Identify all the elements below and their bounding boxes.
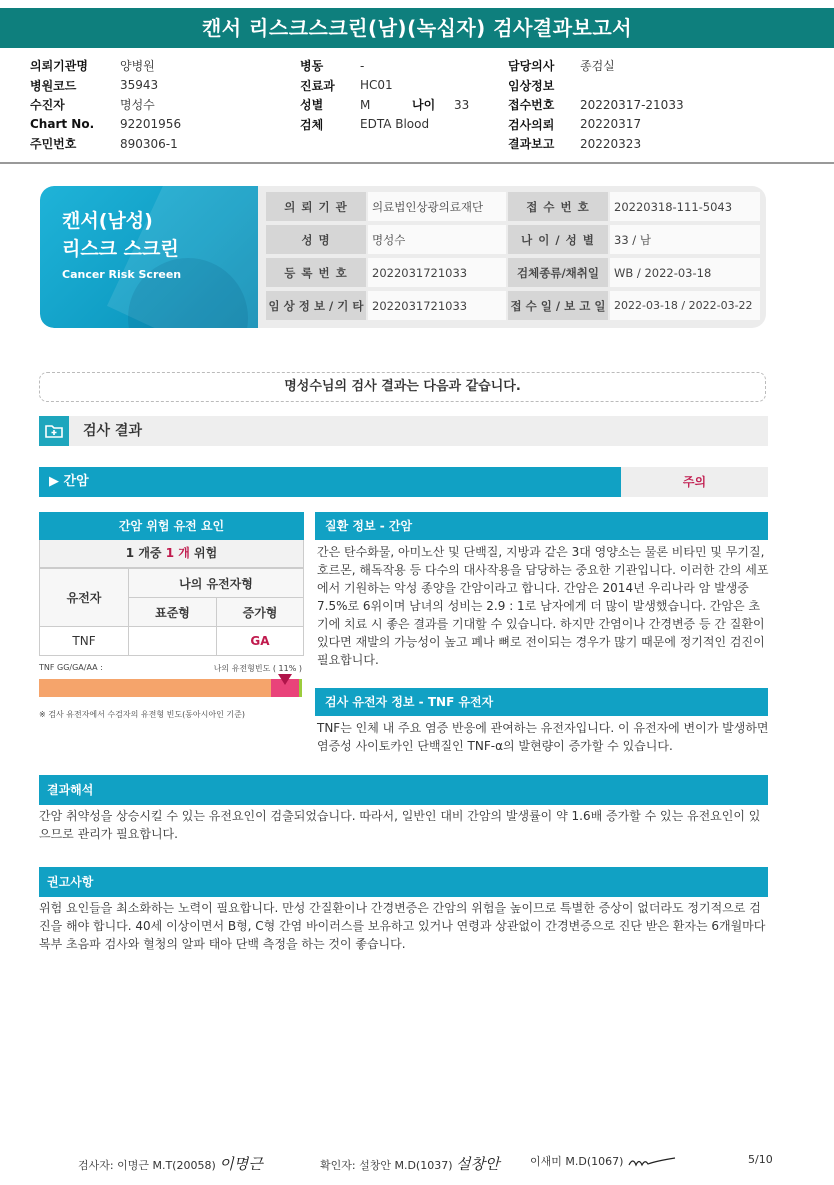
card-label: 접 수 일 / 보 고 일 bbox=[508, 291, 608, 320]
frequency-bar bbox=[39, 679, 302, 697]
card-label: 나 이 / 성 별 bbox=[508, 225, 608, 254]
col-increase-header: 증가형 bbox=[217, 598, 304, 627]
card-banner bbox=[40, 186, 258, 328]
header-value: 명성수 bbox=[120, 98, 155, 113]
header-label: 병원코드 bbox=[30, 78, 77, 93]
report-title: 캔서 리스크스크린(남)(녹십자) 검사결과보고서 bbox=[0, 8, 834, 48]
age-label: 나이 bbox=[412, 98, 436, 113]
recommendation-text: 위험 요인들을 최소화하는 노력이 필요합니다. 만성 간질환이나 간경변증은 간암의 위험을 높이므로 특별한 증상이 없더라도 정기적으로 검진을 해야 합니다. 40세 이상이면서 B형, C형 간염 바이러스를 보유하고 있거나 연령과 상관없이 간경변증으로 진단 받은 환자는 6개월마다 복부 초음파 검사와 혈청의 알파 태아 단백 측정을 하는 것이 좋습니다. bbox=[39, 901, 766, 951]
card-label: 성 명 bbox=[266, 225, 366, 254]
disease-bar bbox=[39, 467, 768, 497]
standard-value bbox=[129, 627, 217, 656]
disease-status: 주의 bbox=[621, 467, 768, 497]
card-value: 2022-03-18 / 2022-03-22 bbox=[610, 291, 760, 320]
frequency-marker-icon bbox=[278, 674, 292, 685]
result-summary: 명성수님의 검사 결과는 다음과 같습니다. bbox=[39, 372, 766, 402]
count-suffix: 위험 bbox=[194, 546, 218, 560]
header-label: 결과보고 bbox=[508, 137, 555, 152]
gene-count bbox=[39, 540, 304, 568]
disease-info-text: 간은 탄수화물, 아미노산 및 단백질, 지방과 같은 3대 영양소는 물론 비타민 및 무기질, 호르몬, 해독작용 등 다수의 대사작용을 담당하는 중요한 기관입니다. 이러한 간의 세포에서 기원하는 악성 종양을 간암이라고 합니다. 간암은 2014년 우리나라 암 발생중 7.5%로 6위이며 남녀의 성비는 2.9 : 1로 남자에게 더 많이 발생했습니다. 간암은 초기에 치료 시 좋은 결과를 기대할 수 있습니다. 하지만 간염이나 간경변증 등 간 질환이 있다면 재발의 가능성이 높고 폐나 뼈로 전이되는 경우가 많기 때문에 정기적인 검진이 필요합니다. bbox=[317, 545, 769, 667]
disease-name: ▶ 간암 bbox=[39, 467, 621, 497]
table-row bbox=[40, 627, 304, 656]
tester-name: 검사자: 이명근 M.T(20058) bbox=[78, 1159, 216, 1172]
card-label: 의 뢰 기 관 bbox=[266, 192, 366, 221]
increase-value: GA bbox=[217, 627, 304, 656]
card-value: 2022031721033 bbox=[368, 291, 506, 320]
col-gene-header: 유전자 bbox=[40, 569, 129, 627]
tester-info bbox=[78, 1153, 263, 1174]
doctor2-info bbox=[530, 1153, 677, 1169]
col-my-genotype-header: 나의 유전자형 bbox=[129, 569, 304, 598]
header-col-2 bbox=[300, 56, 469, 134]
patient-card bbox=[40, 186, 766, 328]
folder-plus-icon bbox=[39, 416, 69, 446]
recommendation-title: 권고사항 bbox=[39, 867, 768, 897]
frequency-labels bbox=[39, 663, 304, 672]
section-title: 검사 결과 bbox=[83, 423, 142, 439]
interpretation-title: 결과해석 bbox=[39, 775, 768, 805]
confirmer-signature: 설창안 bbox=[456, 1155, 500, 1173]
gene-risk-box bbox=[39, 512, 304, 656]
header-label: 임상정보 bbox=[508, 78, 555, 93]
header-label: 검체 bbox=[300, 117, 324, 132]
section-header bbox=[39, 416, 768, 446]
header-value: 35943 bbox=[120, 78, 159, 93]
header-label: 주민번호 bbox=[30, 137, 77, 152]
header-value: 890306-1 bbox=[120, 136, 178, 151]
card-value: 20220318-111-5043 bbox=[610, 192, 760, 221]
header-info bbox=[0, 52, 834, 164]
header-value: 92201956 bbox=[120, 117, 182, 132]
count-prefix: 1 개중 bbox=[125, 546, 162, 560]
doctor2-signature-icon bbox=[627, 1155, 677, 1169]
card-label: 임 상 정 보 / 기 타 bbox=[266, 291, 366, 320]
frequency-note: ※ 검사 유전자에서 수검자의 유전형 빈도(동아시아인 기준) bbox=[39, 710, 245, 719]
card-grid bbox=[266, 192, 760, 322]
header-label: 의뢰기관명 bbox=[30, 59, 88, 74]
disease-info-title: 질환 정보 - 간암 bbox=[315, 512, 768, 540]
header-label: 진료과 bbox=[300, 78, 335, 93]
header-value: - bbox=[360, 58, 365, 73]
header-value: HC01 bbox=[360, 78, 393, 93]
header-label: 수진자 bbox=[30, 98, 65, 113]
gene-info-title: 검사 유전자 정보 - TNF 유전자 bbox=[315, 688, 768, 716]
header-label: Chart No. bbox=[30, 117, 95, 132]
gene-info-text: TNF는 인체 내 주요 염증 반응에 관여하는 유전자입니다. 이 유전자에 변이가 발생하면 염증성 사이토카인 단백질인 TNF-α의 발현량이 증가할 수 있습니다. bbox=[317, 721, 769, 753]
header-label: 접수번호 bbox=[508, 98, 555, 113]
age-value: 33 bbox=[454, 97, 470, 112]
gene-box-title: 간암 위험 유전 요인 bbox=[39, 512, 304, 540]
header-value: 종검실 bbox=[580, 59, 615, 74]
card-value: 명성수 bbox=[368, 225, 506, 254]
header-label: 성별 bbox=[300, 98, 324, 113]
page-number: 5/10 bbox=[748, 1153, 773, 1166]
card-label: 등 록 번 호 bbox=[266, 258, 366, 287]
tester-signature: 이명근 bbox=[219, 1155, 263, 1173]
doctor2-name: 이새미 M.D(1067) bbox=[530, 1155, 624, 1168]
header-value: 20220317 bbox=[580, 117, 642, 132]
confirmer-name: 확인자: 설창안 M.D(1037) bbox=[320, 1159, 453, 1172]
header-value: EDTA Blood bbox=[360, 117, 430, 132]
frequency-left-label: TNF GG/GA/AA : bbox=[39, 663, 103, 672]
card-value: 의료법인상광의료재단 bbox=[368, 192, 506, 221]
header-value: 20220317-21033 bbox=[580, 97, 684, 112]
card-title-2: 리스크 스크린 bbox=[62, 238, 179, 260]
count-value: 1 개 bbox=[165, 546, 190, 560]
confirmer-info bbox=[320, 1153, 499, 1174]
header-label: 담당의사 bbox=[508, 59, 555, 74]
card-label: 접 수 번 호 bbox=[508, 192, 608, 221]
card-value: 2022031721033 bbox=[368, 258, 506, 287]
frequency-end-segment bbox=[299, 679, 302, 697]
gene-name: TNF bbox=[40, 627, 129, 656]
header-label: 검사의뢰 bbox=[508, 117, 555, 132]
header-col-1 bbox=[30, 56, 181, 154]
card-title-1: 캔서(남성) bbox=[62, 210, 153, 232]
card-label: 검체종류/채취일 bbox=[508, 258, 608, 287]
header-value: 20220323 bbox=[580, 136, 642, 151]
card-value: 33 / 남 bbox=[610, 225, 760, 254]
header-label: 병동 bbox=[300, 59, 324, 74]
interpretation-text: 간암 취약성을 상승시킬 수 있는 유전요인이 검출되었습니다. 따라서, 일반인 대비 간암의 발생률이 약 1.6배 증가할 수 있는 유전요인이 있으므로 관리가 필요합니다. bbox=[39, 809, 761, 841]
header-value: M bbox=[360, 97, 371, 112]
header-col-3 bbox=[508, 56, 684, 154]
card-value: WB / 2022-03-18 bbox=[610, 258, 760, 287]
col-standard-header: 표준형 bbox=[129, 598, 217, 627]
header-value: 양병원 bbox=[120, 59, 155, 74]
genotype-table bbox=[39, 568, 304, 656]
frequency-right-label: 나의 유전형빈도 ( 11% ) bbox=[213, 664, 302, 673]
card-subtitle: Cancer Risk Screen bbox=[62, 268, 182, 281]
